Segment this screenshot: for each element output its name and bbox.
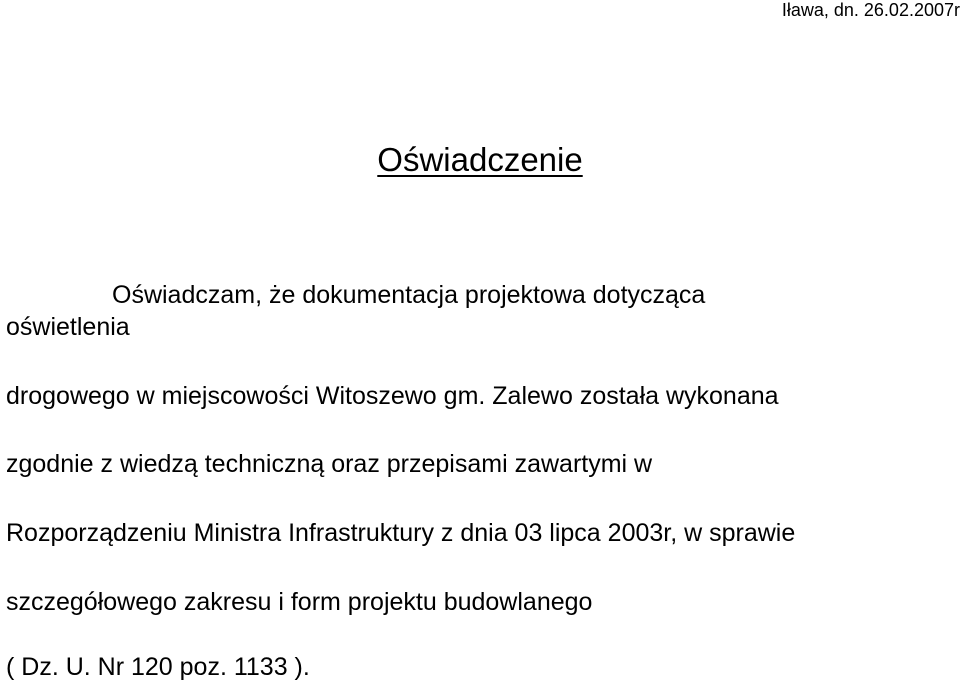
statement-line-2: oświetlenia [6, 313, 130, 341]
document-title: Oświadczenie [377, 141, 583, 178]
statement-line-7: ( Dz. U. Nr 120 poz. 1133 ). [6, 653, 310, 681]
place-and-date: Iława, dn. 26.02.2007r [781, 0, 960, 20]
statement-line-6: szczegółowego zakresu i form projektu budowlanego [6, 588, 593, 616]
statement-line-1: Oświadczam, że dokumentacja projektowa dotycząca [112, 281, 706, 309]
statement-line-4: zgodnie z wiedzą techniczną oraz przepisami zawartymi w [6, 450, 653, 478]
statement-line-5: Rozporządzeniu Ministra Infrastruktury z dnia 03 lipca 2003r, w sprawie [6, 519, 796, 547]
statement-line-3: drogowego w miejscowości Witoszewo gm. Zalewo została wykonana [6, 382, 779, 410]
